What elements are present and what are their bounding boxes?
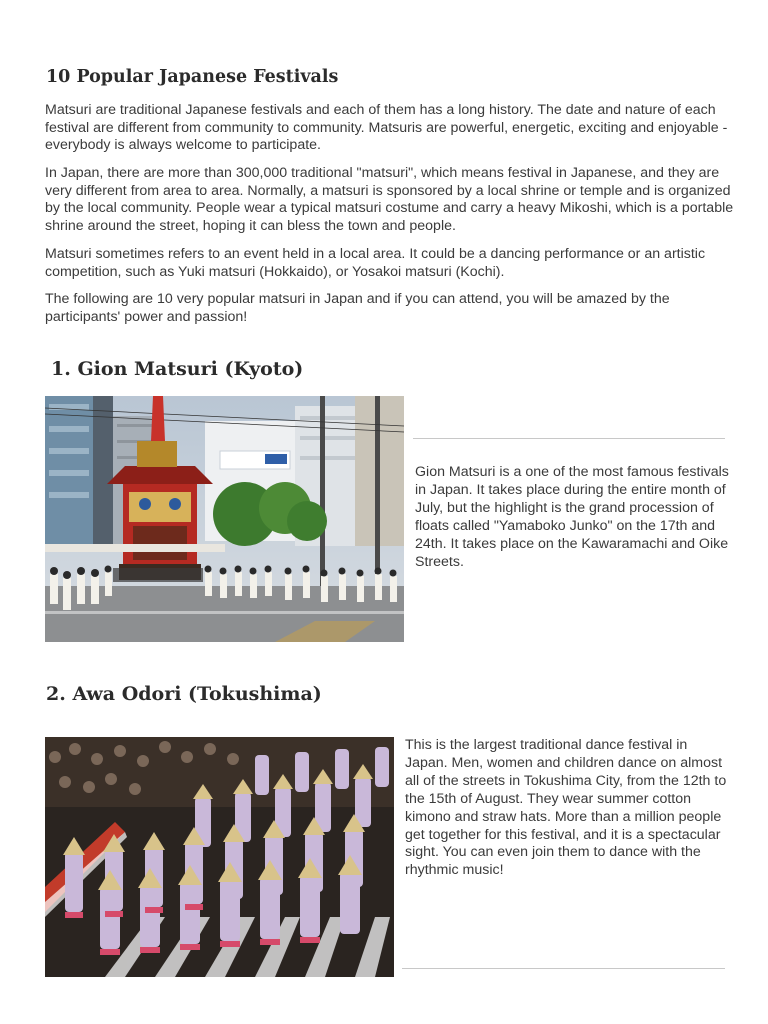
awa-odori-photo xyxy=(45,737,394,977)
section-heading-gion-matsuri: 1. Gion Matsuri (Kyoto) xyxy=(51,358,304,380)
awa-odori-description: This is the largest traditional dance festival in Japan. Men, women and children dance on almost all of the streets in Tokushima City, from the 12th to the 15th of August. They wear summer cotton kimono and straw hats. More than a million people get together for this festival, and it is a spectacular sight. You can even join them to dance with the rhythmic music! xyxy=(405,737,727,879)
divider-line xyxy=(413,438,725,439)
gion-matsuri-photo xyxy=(45,396,404,642)
intro-paragraph-1: Matsuri are traditional Japanese festivals and each of them has a long history. The date and nature of each festival are different from community to community. Matsuris are powerful, energetic, exciting and enjoyable - everybody is always welcome to participate. xyxy=(45,102,728,154)
gion-matsuri-description: Gion Matsuri is a one of the most famous festivals in Japan. It takes place during the entire month of July, but the highlight is the grand procession of floats called "Yamaboko Junko" on the 17th and 24th. It takes place on the Kawaramachi and Oike Streets. xyxy=(415,464,729,570)
intro-paragraph-2: In Japan, there are more than 300,000 traditional "matsuri", which means festival in Japanese, and they are very different from area to area. Normally, a matsuri is sponsored by a local shrine or temple and is organized by the local community. People wear a typical matsuri costume and carry a heavy Mikoshi, which is a portable shrine around the street, hoping it can bless the town and people. xyxy=(45,165,734,234)
intro-paragraph-4: The following are 10 very popular matsuri in Japan and if you can attend, you will be amazed by the participants' power and passion! xyxy=(45,291,670,325)
divider-line xyxy=(402,968,725,969)
section-heading-awa-odori: 2. Awa Odori (Tokushima) xyxy=(46,683,322,705)
page-title: 10 Popular Japanese Festivals xyxy=(46,67,339,87)
intro-paragraph-3: Matsuri sometimes refers to an event held in a local area. It could be a dancing performance or an artistic competition, such as Yuki matsuri (Hokkaido), or Yosakoi matsuri (Kochi). xyxy=(45,246,706,280)
